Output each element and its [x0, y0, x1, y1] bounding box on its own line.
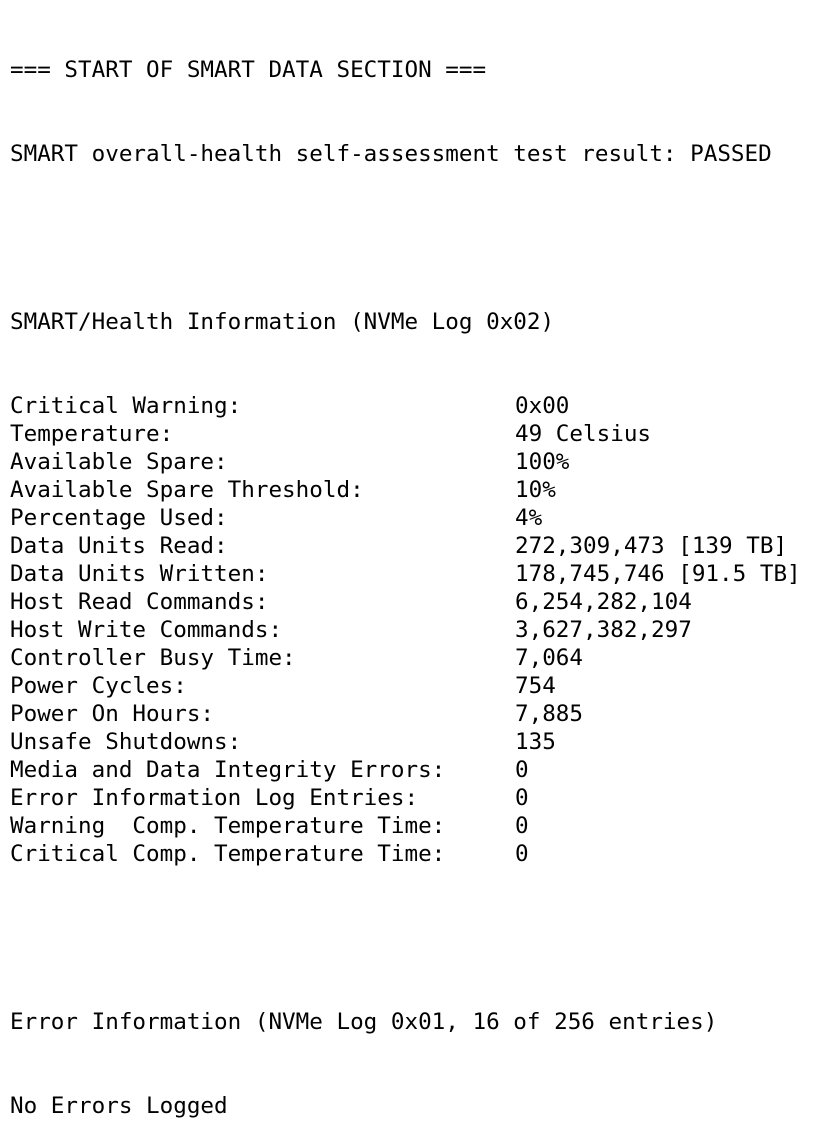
smart-health-title: SMART/Health Information (NVMe Log 0x02) [10, 309, 555, 335]
smart-attribute-label: Critical Comp. Temperature Time: [10, 841, 446, 867]
section-start-line: === START OF SMART DATA SECTION === [10, 57, 487, 83]
smart-attribute-row [10, 420, 838, 448]
smart-attribute-label: Available Spare: [10, 449, 228, 475]
smart-health-table [10, 392, 838, 868]
smart-attribute-row [10, 812, 838, 840]
smart-attribute-value: 6,254,282,104 [515, 589, 692, 615]
smart-attribute-row [10, 616, 838, 644]
error-info-title: Error Information (NVMe Log 0x01, 16 of 256 entries) [10, 1009, 718, 1035]
smart-attribute-row [10, 392, 838, 420]
smart-attribute-label: Media and Data Integrity Errors: [10, 757, 446, 783]
smart-attribute-value: 754 [515, 673, 556, 699]
smart-attribute-label: Power Cycles: [10, 673, 187, 699]
smart-attribute-value: 135 [515, 729, 556, 755]
blank-line [10, 224, 838, 252]
smart-attribute-row [10, 784, 838, 812]
smart-attribute-value: 3,627,382,297 [515, 617, 692, 643]
smart-attribute-label: Power On Hours: [10, 701, 215, 727]
smart-attribute-label: Data Units Written: [10, 561, 269, 587]
smart-attribute-value: 7,064 [515, 645, 584, 671]
smart-attribute-value: 272,309,473 [139 TB] [515, 533, 788, 559]
smart-attribute-value: 178,745,746 [91.5 TB] [515, 561, 801, 587]
error-status-line: No Errors Logged [10, 1093, 228, 1119]
smart-attribute-value: 0 [515, 757, 529, 783]
smart-attribute-label: Controller Busy Time: [10, 645, 296, 671]
blank-line [10, 924, 838, 952]
smart-attribute-value: 49 Celsius [515, 421, 652, 447]
smart-attribute-row [10, 700, 838, 728]
smart-attribute-value: 10% [515, 477, 556, 503]
smart-attribute-label: Unsafe Shutdowns: [10, 729, 242, 755]
smart-attribute-value: 7,885 [515, 701, 584, 727]
smart-attribute-row [10, 560, 838, 588]
smart-attribute-row [10, 840, 838, 868]
smart-attribute-row [10, 448, 838, 476]
smart-attribute-row [10, 728, 838, 756]
smart-attribute-row [10, 532, 838, 560]
smart-attribute-label: Host Write Commands: [10, 617, 283, 643]
smart-attribute-value: 4% [515, 505, 543, 531]
smart-attribute-label: Error Information Log Entries: [10, 785, 419, 811]
terminal-output[interactable] [10, 0, 838, 1148]
smart-attribute-label: Warning Comp. Temperature Time: [10, 813, 446, 839]
smart-attribute-row [10, 672, 838, 700]
smart-attribute-row [10, 588, 838, 616]
smart-attribute-value: 0 [515, 785, 529, 811]
smart-attribute-row [10, 504, 838, 532]
smart-attribute-label: Percentage Used: [10, 505, 228, 531]
smart-attribute-row [10, 756, 838, 784]
health-result-line: SMART overall-health self-assessment test result: PASSED [10, 141, 772, 167]
smart-attribute-label: Data Units Read: [10, 533, 228, 559]
smart-attribute-label: Temperature: [10, 421, 174, 447]
smart-attribute-value: 100% [515, 449, 570, 475]
smart-attribute-value: 0 [515, 813, 529, 839]
smart-attribute-row [10, 476, 838, 504]
smart-attribute-row [10, 644, 838, 672]
smart-attribute-value: 0 [515, 841, 529, 867]
smart-attribute-label: Critical Warning: [10, 393, 242, 419]
smart-attribute-value: 0x00 [515, 393, 570, 419]
smart-attribute-label: Available Spare Threshold: [10, 477, 364, 503]
smart-attribute-label: Host Read Commands: [10, 589, 269, 615]
